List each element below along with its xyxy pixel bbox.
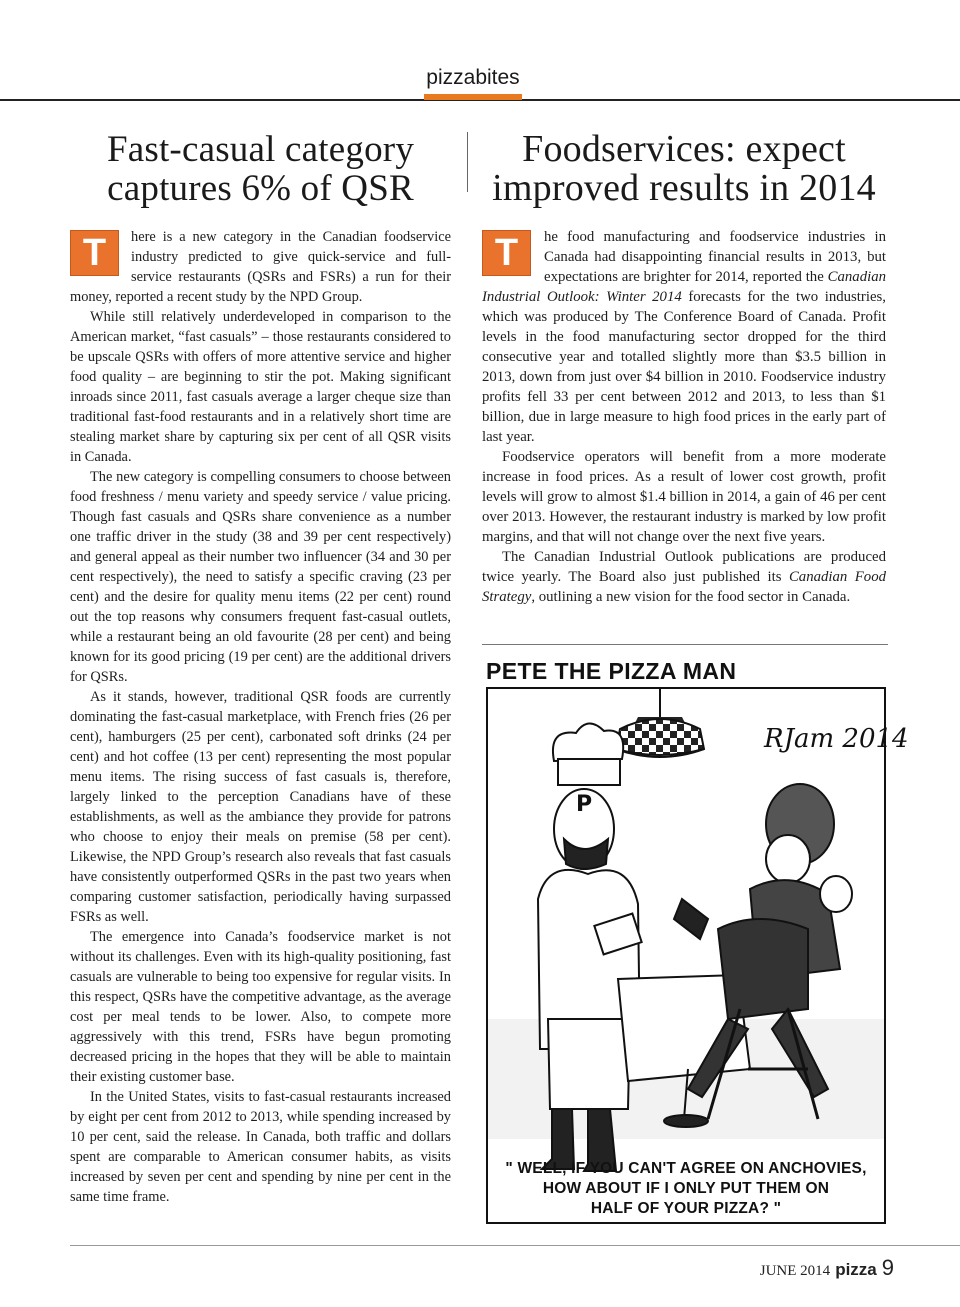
paragraph (482, 227, 886, 447)
cartoon-rule (482, 644, 888, 645)
section-tag: pizzabites (426, 66, 520, 89)
paragraph (482, 547, 886, 607)
column-divider (467, 132, 468, 192)
caption-line: HOW ABOUT IF I ONLY PUT THEM ON (542, 1180, 830, 1197)
cartoon-panel (486, 687, 909, 1224)
magazine-name: pizza (835, 1260, 877, 1279)
paragraph: The emergence into Canada’s foodservice market is not without its challenges. Even with its high-quality positioning, fast casuals are vulnerable to being too expensive for regular visits. In this respect, QSRs have the competitive advantage, as the average cost per meal tends to be lower. Also, to compete more aggressively with this trend, FSRs have begun promoting decreased pricing in the hopes that they will be able to maintain their existing customer base. (70, 929, 451, 1085)
cartoon-illustration (488, 689, 909, 1222)
publication-title: Canadian Industrial Outlook: Winter 2014 (482, 269, 886, 305)
text-run: he food manufacturing and foodservice industries in Canada had disappointing financial results in 2013, but expectations are brighter for 2014, reported the (544, 229, 886, 285)
drop-cap: T (70, 230, 119, 276)
right-article (482, 130, 886, 607)
hat-letter: P (576, 792, 593, 817)
artist-signature: RJam 2014 (764, 724, 909, 754)
right-article-title: Foodservices: expect improved results in 2014 (492, 128, 876, 209)
lamp (616, 689, 704, 757)
text-run: , outlining a new vision for the food sector in Canada. (531, 589, 851, 605)
left-article-body (70, 227, 451, 1207)
left-article (70, 130, 451, 1207)
cartoon-caption (488, 1159, 884, 1219)
caption-line: " WELL, IF YOU CAN'T AGREE ON ANCHOVIES, (505, 1160, 867, 1177)
paragraph: As it stands, however, traditional QSR foods are currently dominating the fast-casual marketplace, with French fries (26 per cent), hamburgers (25 per cent), carbonated soft drinks (24 per cent) and hot coffee (13 per cent) representing the most popular menu items. The rising success of fast casuals is, therefore, largely linked to the perception Canadians have of these establishments, as well as the ambiance they provide for patrons who choose to enjoy their meals on premise (58 per cent). Likewise, the NPD Group’s research also reveals that fast casuals have consistently outperformed QSRs in the past two years when comparing customer satisfaction, periodically having surpassed FSRs as well. (70, 689, 451, 925)
publication-title: Canadian Food Strategy (482, 569, 886, 605)
chef (538, 723, 642, 1171)
paragraph: While still relatively underdeveloped in comparison to the American market, “fast casuals” – those restaurants considered to be upscale QSRs with offers of more attentive service and higher food quality – are beginning to stir the pot. Making significant inroads since 2011, fast casuals average a larger cheque size than traditional fast-food restaurants and in a relatively short time are stealing market share by capturing six per cent of all QSR visits in Canada. (70, 309, 451, 465)
right-article-body (482, 227, 886, 607)
caption-line: HALF OF YOUR PIZZA? " (590, 1200, 782, 1217)
issue-date: JUNE 2014 (759, 1263, 831, 1279)
cartoon-title: PETE THE PIZZA MAN (486, 658, 737, 684)
paragraph: here is a new category in the Canadian foodservice industry predicted to give quick-service and full-service restaurants (QSRs and FSRs) a run for their money, reported a recent study by the NPD Group. (70, 229, 451, 305)
footer-rule (70, 1245, 960, 1246)
text-run: The Canadian Industrial Outlook publications are produced twice yearly. The Board also just published its (482, 549, 886, 585)
page-number: 9 (881, 1255, 894, 1280)
left-article-title: Fast-casual category captures 6% of QSR (106, 129, 415, 209)
drop-cap: T (482, 230, 531, 276)
paragraph: The new category is compelling consumers to choose between food freshness / menu variety and speedy service / value pricing. Though fast casuals and QSRs share convenience as a number one traffic driver in the study (38 and 39 per cent respectively) and general appeal as their number two influencer (34 and 30 per cent respectively), the need to satisfy a specific craving (23 per cent) and the desire for quality menu items (22 per cent) round out the top reasons why consumers frequent fast-casual outlets, while a restaurant being an old favourite (28 per cent) and being known for its good pricing (19 per cent) are the additional drivers for QSRs. (70, 469, 451, 685)
text-run: forecasts for the two industries, which was produced by The Conference Board of Canada. Profit levels in the food manufacturing sector dropped for the third consecutive year and totalled slightly more than $3.5 billion in 2013, down from just over $4 billion in 2010. Foodservice industry profits fell 33 per cent between 2012 and 2013, to less than $1 billion, due in large measure to high food prices in the early part of last year. (482, 289, 886, 445)
page-footer (760, 1255, 894, 1281)
section-underline (424, 94, 522, 100)
paragraph: In the United States, visits to fast-casual restaurants increased by eight per cent from 2012 to 2013, while spending increased by 10 per cent, said the release. In Canada, both traffic and dollars spent are comparable to American consumer habits, as visits increased by seven per cent and spending by nine per cent in the same time frame. (70, 1089, 451, 1205)
paragraph: Foodservice operators will benefit from a more moderate increase in food prices. As a result of lower cost growth, profit levels will grow to almost $1.4 billion in 2014, a gain of 46 per cent over 2013. However, the restaurant industry is marked by low profit margins, and that will not change over the next five years. (482, 449, 886, 545)
